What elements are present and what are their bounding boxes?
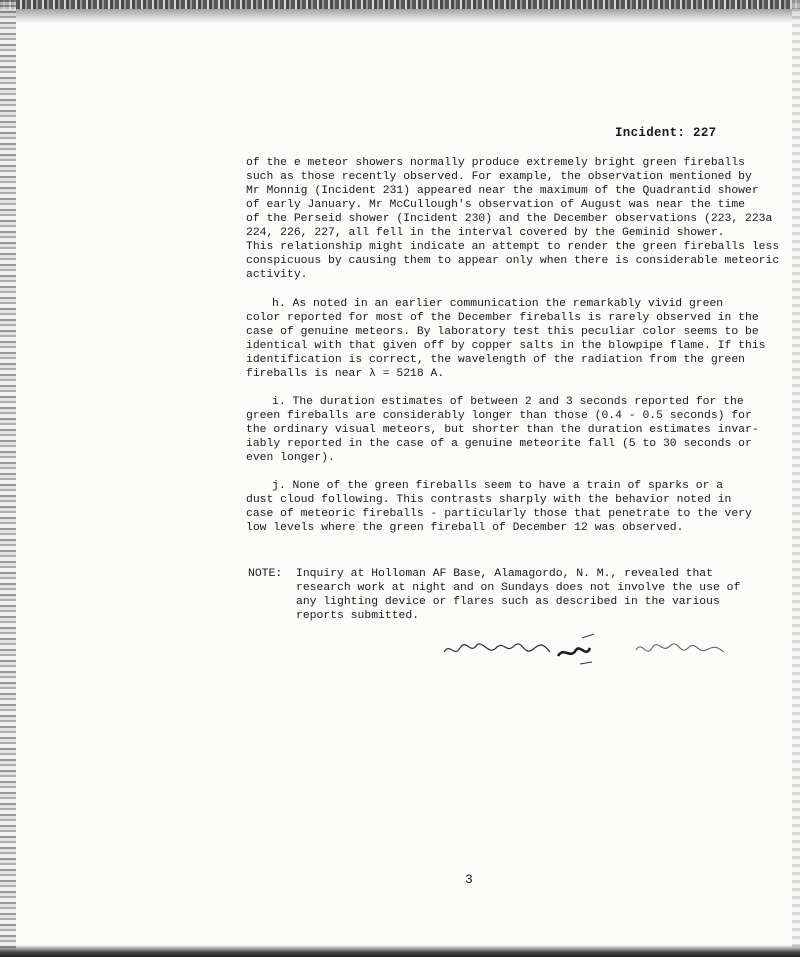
text-line: dust cloud following. This contrasts sharply with the behavior noted in (246, 494, 732, 506)
text-line: h. As noted in an earlier communication the remarkably vivid green (272, 298, 724, 310)
text-line: even longer). (246, 452, 335, 464)
text-line: any lighting device or flares such as described in the various (296, 596, 720, 608)
text-line: activity. (246, 269, 308, 281)
text-line: of the e meteor showers normally produce extremely bright green fireballs (246, 157, 745, 169)
text-line: research work at night and on Sundays does not involve the use of (296, 582, 741, 594)
scan-edge-right (792, 0, 800, 957)
text-line: low levels where the green fireball of December 12 was observed. (246, 522, 684, 534)
text-line: of early January. Mr McCullough's observation of August was near the time (246, 199, 745, 211)
text-line: reports submitted. (296, 610, 420, 622)
handwritten-annotation (440, 628, 740, 678)
text-line: color reported for most of the December fireballs is rarely observed in the (246, 312, 759, 324)
text-line: j. None of the green fireballs seem to have a train of sparks or a (272, 480, 724, 492)
scan-edge-left (0, 0, 16, 957)
note-label: NOTE: (248, 568, 283, 580)
text-line: 224, 226, 227, all fell in the interval covered by the Geminid shower. (246, 227, 725, 239)
text-line: i. The duration estimates of between 2 and 3 seconds reported for the (272, 396, 744, 408)
text-line: fireballs is near λ = 5218 A. (246, 368, 445, 380)
scan-shadow-top (0, 9, 800, 23)
text-line: the ordinary visual meteors, but shorter than the duration estimates invar- (246, 424, 759, 436)
text-line: identification is correct, the wavelength of the radiation from the green (246, 354, 745, 366)
text-line: identical with that given off by copper salts in the blowpipe flame. If this (246, 340, 766, 352)
page-number: 3 (465, 872, 473, 887)
text-line: green fireballs are considerably longer than those (0.4 - 0.5 seconds) for (246, 410, 752, 422)
text-line: This relationship might indicate an attempt to render the green fireballs less (246, 241, 780, 253)
text-line: such as those recently observed. For example, the observation mentioned by (246, 171, 752, 183)
text-line: case of genuine meteors. By laboratory test this peculiar color seems to be (246, 326, 759, 338)
text-line: conspicuous by causing them to appear only when there is considerable meteoric (246, 255, 780, 267)
text-line: of the Perseid shower (Incident 230) and the December observations (223, 223a (246, 213, 773, 225)
scan-edge-top (0, 0, 800, 9)
text-line: Inquiry at Holloman AF Base, Alamagordo, N. M., revealed that (296, 568, 713, 580)
text-line: iably reported in the case of a genuine meteorite fall (5 to 30 seconds or (246, 438, 752, 450)
scan-edge-bottom (0, 945, 800, 957)
text-line: case of meteoric fireballs - particularly those that penetrate to the very (246, 508, 752, 520)
incident-number: Incident: 227 (615, 126, 717, 140)
text-line: Mr Monnig (Incident 231) appeared near the maximum of the Quadrantid shower (246, 185, 759, 197)
